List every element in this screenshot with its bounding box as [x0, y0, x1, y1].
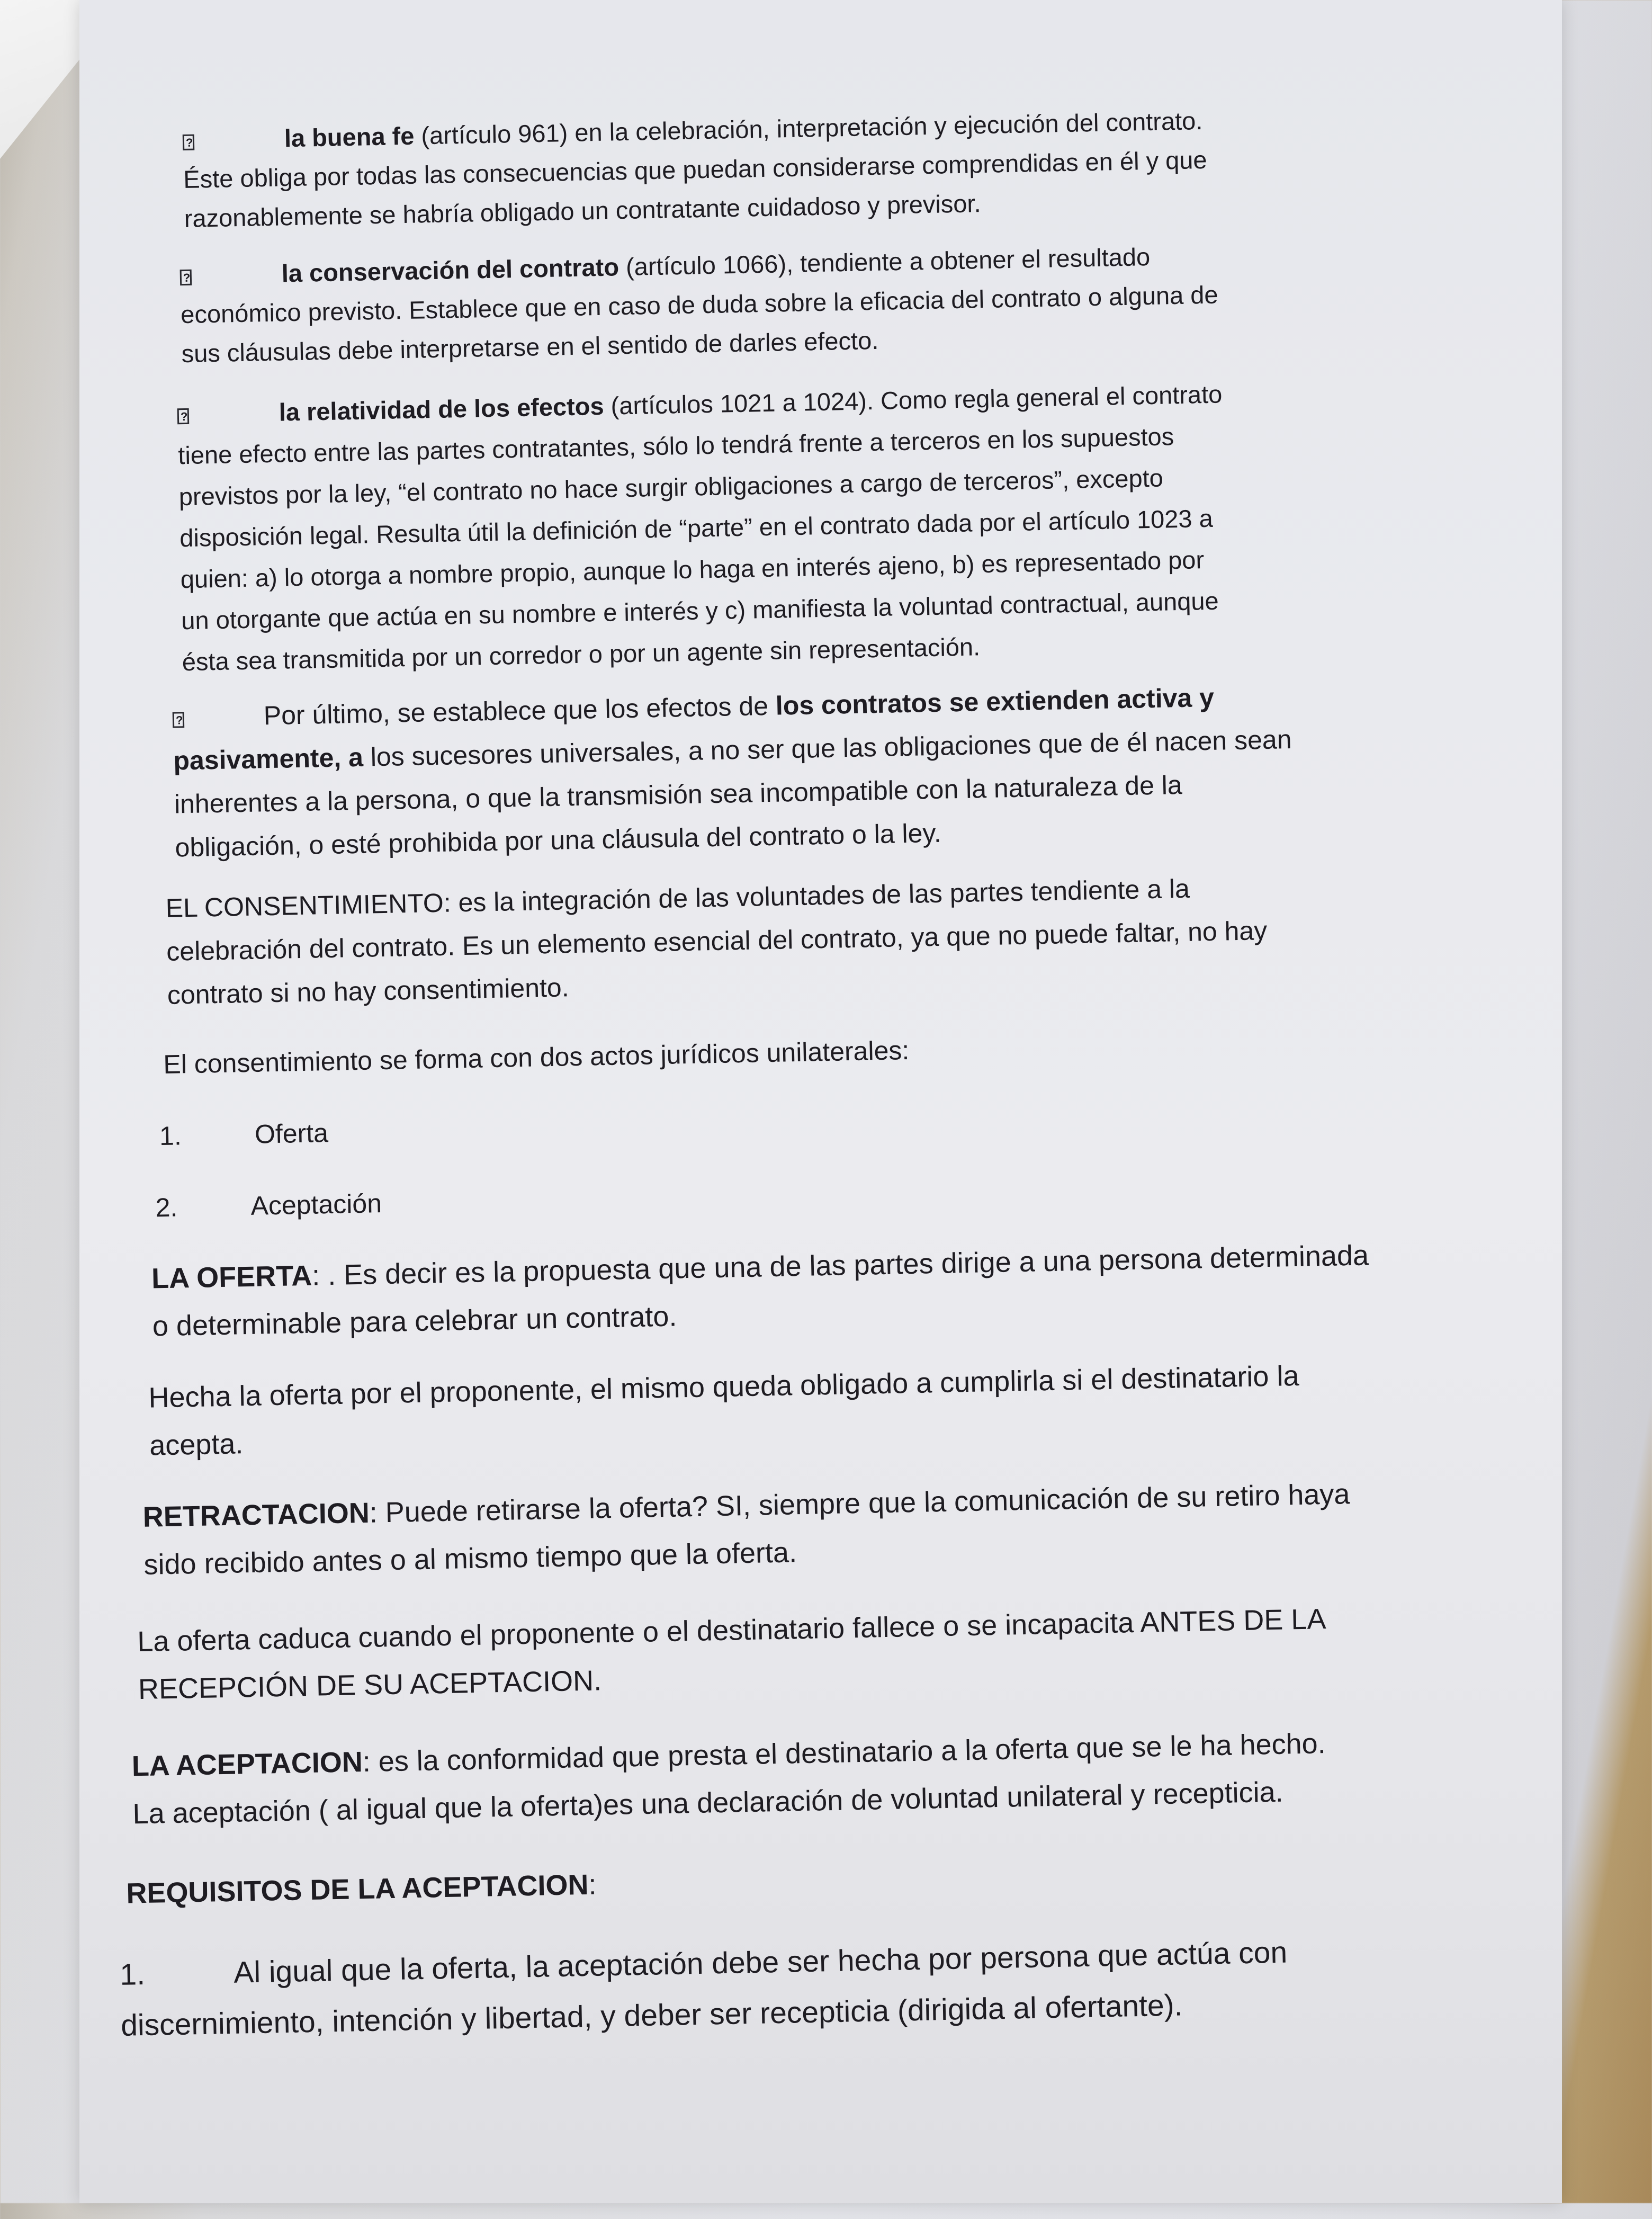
bullet-title: la conservación del contrato [281, 253, 620, 288]
requisito-item-1 [119, 1927, 1288, 2051]
bullet-line: sus cláusulas debe interpretarse en el sentido de darles efecto. [181, 326, 879, 368]
section-label: LA OFERTA [151, 1259, 312, 1295]
bullet-efectos-sucesores [172, 674, 1294, 869]
paragraph-line: sido recibido antes o al mismo tiempo que la oferta. [143, 1536, 797, 1581]
bullet-text: los sucesores universales, a no ser que las obligaciones que de él nacen sean [363, 724, 1292, 772]
paragraph-line: Hecha la oferta por el proponente, el mismo queda obligado a cumplirla si el destinatario la [148, 1359, 1299, 1414]
bullet-line: previstos por la ley, “el contrato no hace surgir obligaciones a cargo de terceros”, excepto [178, 463, 1164, 511]
paragraph-line: RECEPCIÓN DE SU ACEPTACION. [138, 1665, 602, 1706]
paragraph-line: EL CONSENTIMIENTO: es la integración de las voluntades de las partes tendiente a la [165, 873, 1190, 923]
bullet-line: disposición legal. Resulta útil la definición de “parte” en el contrato dada por el artículo 1023 a [179, 504, 1214, 552]
bullet-icon [177, 408, 190, 424]
list-text: Oferta [254, 1118, 329, 1149]
bullet-text: (artículo 1066), tendiente a obtener el resultado [618, 242, 1151, 281]
bullet-line: inherentes a la persona, o que la transmisión sea incompatible con la naturaleza de la [174, 770, 1183, 819]
bullet-icon [183, 135, 195, 150]
bullet-conservacion [179, 236, 1219, 374]
bullet-icon [173, 712, 185, 728]
list-number: 2. [155, 1192, 178, 1223]
list-number: 1. [159, 1121, 182, 1151]
list-item-aceptacion [155, 1182, 382, 1229]
bullet-bold-text: pasivamente, a [173, 742, 364, 776]
bullet-line: obligación, o esté prohibida por una cláusula del contrato o la ley. [175, 818, 942, 863]
bullet-line: tiene efecto entre las partes contratantes, sólo lo tendrá frente a terceros en los supuestos [177, 422, 1174, 470]
bullet-line: Éste obliga por todas las consecuencias que puedan considerarse comprendidas en él y que [183, 145, 1207, 193]
paragraph-la-oferta [151, 1231, 1370, 1350]
list-number: 1. [119, 1957, 146, 1992]
bullet-title: la buena fe [284, 121, 415, 153]
paragraph-consentimiento [165, 865, 1268, 1017]
bullet-line: razonablemente se habría obligado un contratante cuidadoso y previsor. [184, 189, 981, 232]
bullet-title: la relatividad de los efectos [279, 391, 605, 426]
paragraph-line: La oferta caduca cuando el proponente o el destinatario fallece o se incapacita ANTES DE LA [137, 1603, 1326, 1658]
bullet-line: quien: a) lo otorga a nombre propio, aunque lo haga en interés ajeno, b) es representado por [180, 545, 1205, 594]
heading-colon: : [588, 1868, 597, 1901]
paragraph-line: o determinable para celebrar un contrato. [152, 1300, 677, 1343]
paragraph-line: La aceptación ( al igual que la oferta)es una declaración de voluntad unilateral y recepticia. [132, 1776, 1284, 1830]
paragraph-line: celebración del contrato. Es un elemento esencial del contrato, ya que no puede faltar, no hay [166, 915, 1268, 967]
paragraph-retractacion [142, 1470, 1351, 1589]
heading-requisitos [126, 1861, 597, 1918]
paragraph-text: : . Es decir es la propuesta que una de las partes dirige a una persona determinada [311, 1239, 1369, 1292]
section-label: LA ACEPTACION [131, 1746, 363, 1783]
bullet-text: Por último, se establece que los efectos de [263, 691, 776, 731]
list-item-oferta [159, 1111, 328, 1158]
paragraph-text: : Puede retirarse la oferta? SI, siempre que la comunicación de su retiro haya [369, 1478, 1350, 1529]
paragraph-text: : es la conformidad que presta el destinatario a la oferta que se le ha hecho. [362, 1728, 1326, 1778]
bullet-buena-fe [182, 101, 1208, 238]
paragraph-la-aceptacion [131, 1720, 1327, 1838]
section-label: REQUISITOS DE LA ACEPTACION [125, 1868, 589, 1910]
list-text: Aceptación [250, 1188, 382, 1221]
paragraph-caduca [137, 1595, 1327, 1713]
bullet-line: un otorgante que actúa en su nombre e interés y c) manifiesta la voluntad contractual, aunque [181, 586, 1219, 635]
bullet-bold-text: los contratos se extienden activa y [775, 682, 1215, 721]
bullet-relatividad [177, 373, 1227, 683]
paragraph-consent-forms: El consentimiento se forma con dos actos jurídicos unilaterales: [163, 1035, 910, 1080]
list-text: Al igual que la oferta, la aceptación debe ser hecha por persona que actúa con [233, 1935, 1288, 1990]
paragraph-line: contrato si no hay consentimiento. [167, 972, 570, 1010]
paragraph-line: acepta. [149, 1428, 244, 1462]
bullet-text: (artículos 1021 a 1024). Como regla general el contrato [604, 380, 1223, 420]
paragraph-hecha-oferta [148, 1352, 1300, 1470]
list-line: discernimiento, intención y libertad, y deber ser recepticia (dirigida al ofertante). [120, 1988, 1183, 2043]
section-label: RETRACTACION [142, 1497, 370, 1533]
bullet-icon [180, 270, 192, 285]
bullet-line: ésta sea transmitida por un corredor o por un agente sin representación. [182, 632, 981, 676]
bullet-text: (artículo 961) en la celebración, interpretación y ejecución del contrato. [414, 106, 1203, 150]
bullet-line: económico previsto. Establece que en caso de duda sobre la eficacia del contrato o alguna de [180, 280, 1219, 329]
